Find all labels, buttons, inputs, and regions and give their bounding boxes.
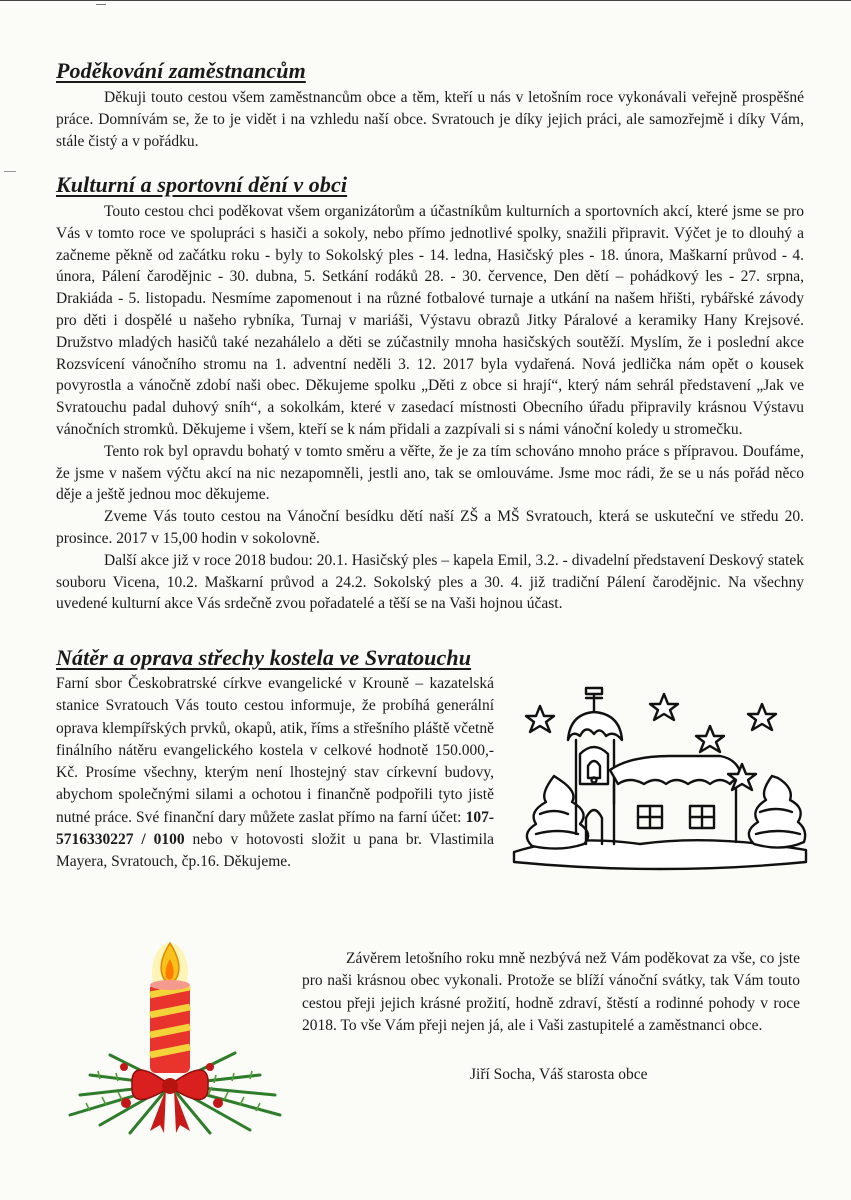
section-title-culture: Kulturní a sportovní dění v obci bbox=[56, 172, 348, 197]
section-culture bbox=[56, 172, 804, 615]
church-icon bbox=[510, 684, 810, 874]
scan-mark bbox=[96, 4, 106, 5]
signature: Jiří Socha, Váš starosta obce bbox=[470, 1066, 648, 1083]
paragraph-culture-3: Zveme Vás touto cestou na Vánoční besídku dětí naší ZŠ a MŠ Svratouch, která se uskuteční ve středu 20. prosince. 2017 v 15,00 hodin v sokolovně. bbox=[56, 508, 804, 547]
section-title-roof: Nátěr a oprava střechy kostela ve Svratouchu bbox=[56, 645, 472, 670]
roof-text-before: Farní sbor Českobratrské církve evangelické v Krouně – kazatelská stanice Svratouch Vás touto cestou informuje, že probíhá generální oprava klempířských prvků, okapů, atik, říms a střešního pláště včetně finálního nátěru evangelického kostela v celkové hodnotě 150.000,- Kč. Prosíme všechny, kterým není lhostejný stav církevní budovy, abychom společnými silami a ochotou i finančně podpořili tyto jistě nutné práce. Své finanční dary můžete zaslat přímo na farní účet: bbox=[56, 675, 494, 826]
section-thanks bbox=[56, 58, 804, 152]
page-top-border bbox=[0, 0, 851, 5]
paragraph-culture-1: Touto cestou chci poděkovat všem organizátorům a účastníkům kulturních a sportovních akcí, které jsme se pro Vás v tomto roce ve spolupráci s hasiči a sokoly, nebo přímo jednotlivé spolky, snažili připravit. Výčet je to dlouhý a začneme pěkně od začátku roku - byly to Sokolský ples - 14. ledna, Hasičský ples - 18. února, Maškarní průvod - 4. února, Pálení čarodějnic - 30. dubna, 5. Setkání rodáků 28. - 30. července, Den dětí – pohádkový les - 27. srpna, Drakiáda - 5. listopadu. Nesmíme zapomenout i na různé fotbalové turnaje a utkání na našem hřišti, rybářské závody pro děti i dospělé u našeho rybníka, Turnaj v mariáši, Výstavu obrazů Jitky Páralové a keramiky Hany Krejsové. Družstvo mladých hasičů také nezahálelo a děti se zúčastnily mnoha hasičských soutěží. Myslím, že i poslední akce Rozsvícení vánočního stromu na 1. adventní neděli 3. 12. 2017 byla vydařená. Nová jedlička nám opět o kousek povyrostla a vánočně zdobí naši obec. Děkujeme spolku „Děti z obce si hrají“, který nám sehrál představení „Jak ve Svratouchu padal duhový sníh“, a sokolkám, které v zasedací místnosti Obecního úřadu připravily krásnou Výstavu vánočních stromků. Děkujeme i všem, kteří se k nám přidali a zazpívali si s námi vánoční koledy u stromečku. bbox=[56, 203, 804, 438]
bank-account: 107-5716330227 / 0100 bbox=[56, 808, 494, 849]
roof-text-block bbox=[56, 673, 494, 874]
christmas-candle-icon bbox=[60, 935, 290, 1135]
paragraph-closing: Závěrem letošního roku mně nezbývá než Vám poděkovat za vše, co jste pro naši krásnou obec vykonali. Protože se blíží vánoční svátky, tak Vám touto cestou přeji jejich krásné prožití, hodně zdraví, štěstí a rodinné pohody v roce 2018. To vše Vám přeji nejen já, ale i Vaši zastupitelé a zaměstnanci obce. bbox=[302, 950, 800, 1034]
section-title-thanks: Poděkování zaměstnancům bbox=[56, 58, 306, 83]
scan-mark bbox=[4, 171, 16, 172]
paragraph-culture-2: Tento rok byl opravdu bohatý v tomto směru a věřte, že je za tím schováno mnoho práce s přípravou. Doufáme, že jsme v našem výčtu akcí na nic nezapomněli, jestli ano, tak se omlouváme. Jsme moc rádi, že se u nás pořád něco děje a ještě jednou moc děkujeme. bbox=[56, 442, 804, 504]
paragraph-culture-4: Další akce již v roce 2018 budou: 20.1. Hasičský ples – kapela Emil, 3.2. - divadelní představení Deskový statek souboru Vicena, 10.2. Maškarní průvod a 24.2. Sokolský ples a 30. 4. již tradiční Pálení čarodějnic. Na všechny uvedené kulturní akce Vás srdečně zvou pořadatelé a těší se na Vaši hojnou účast. bbox=[56, 551, 804, 613]
paragraph-thanks: Děkuji touto cestou všem zaměstnancům obce a těm, kteří u nás v letošním roce vykonávali veřejně prospěšné práce. Domnívám se, že to je vidět i na vzhledu naší obce. Svratouch je díky jejich práci, ale samozřejmě i díky Vám, stále čistý a v pořádku. bbox=[56, 89, 804, 150]
roof-text-after: nebo v hotovosti složit u pana br. Vlastimila Mayera, Svratouch, čp.16. Děkujeme. bbox=[56, 831, 494, 871]
paragraph-roof bbox=[56, 673, 494, 874]
closing-block bbox=[302, 948, 800, 1037]
